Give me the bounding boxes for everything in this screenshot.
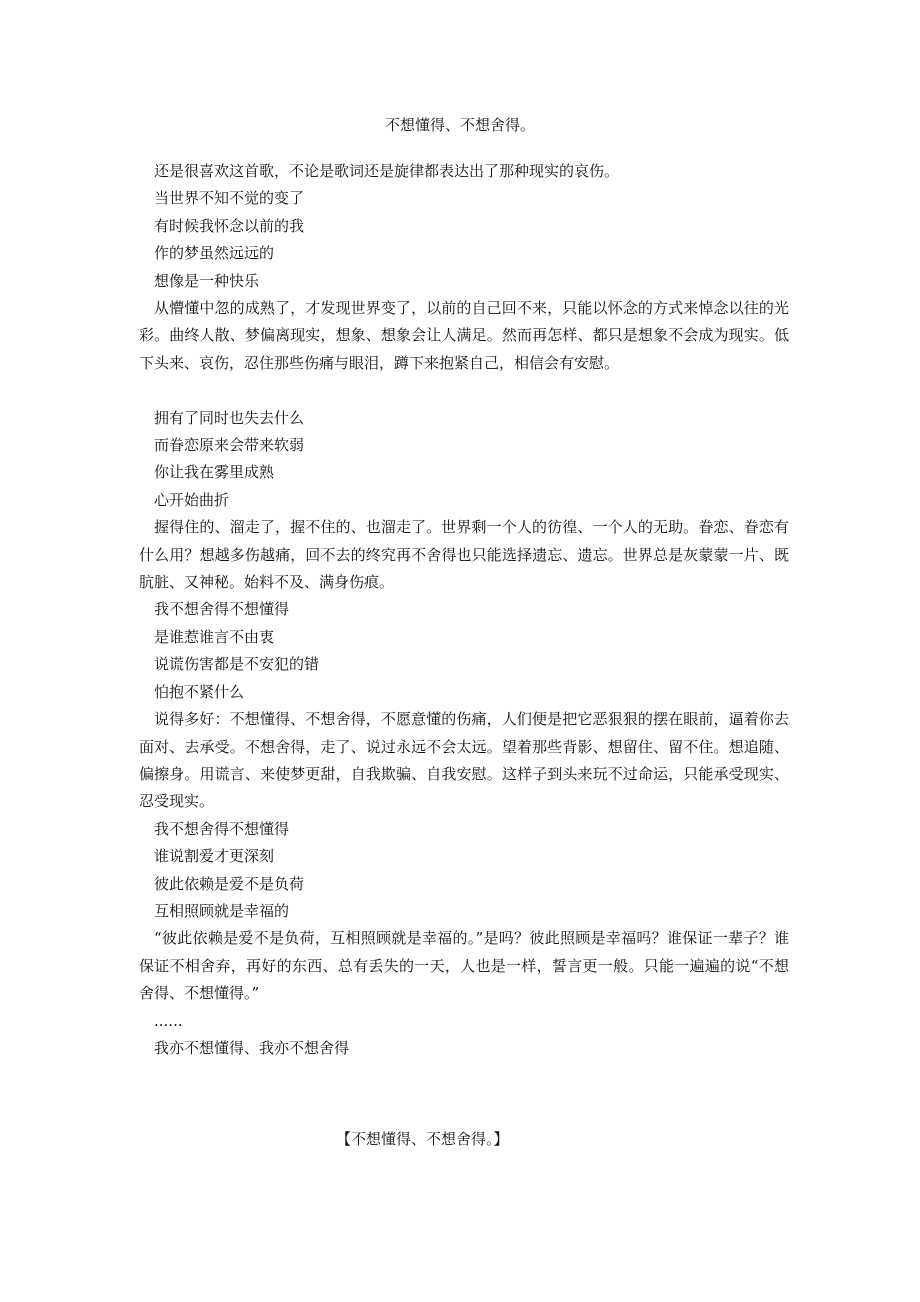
paragraph: 说得多好：不想懂得、不想舍得，不愿意懂的伤痛，人们便是把它恶狠狠的摆在眼前，逼着你去面对、去承受。不想舍得，走了、说过永远不会太远。望着那些背影、想留住、留不住。想追随、偏擦身。用谎言、来使梦更甜，自我欺骗、自我安慰。这样子到头来玩不过命运，只能承受现实、忍受现实。 — [139, 710, 789, 811]
lyric-line: 而眷恋原来会带来软弱 — [154, 436, 305, 455]
blank-line — [139, 377, 789, 404]
lyric-line: 当世界不知不觉的变了 — [154, 189, 305, 208]
lyric-line: 作的梦虽然远远的 — [154, 244, 275, 263]
paragraph: 握得住的、溜走了，握不住的、也溜走了。世界剩一个人的彷徨、一个人的无助。眷恋、眷恋有什么用？想越多伤越痛，回不去的终究再不舍得也只能选择遗忘、遗忘。世界总是灰蒙蒙一片、既肮脏、又神秘。始料不及、满身伤痕。 — [139, 518, 789, 592]
lyric-line: 怕抱不紧什么 — [154, 682, 245, 701]
lyric-line: 谁说割爱才更深刻 — [154, 847, 275, 866]
lyric-line: 我不想舍得不想懂得 — [154, 819, 290, 838]
document-title: 不想懂得、不想舍得。 — [384, 116, 535, 134]
lyric-line: 我亦不想懂得、我亦不想舍得 — [154, 1038, 350, 1057]
lyric-line: 我不想舍得不想懂得 — [154, 600, 290, 619]
lyric-line: 说谎伤害都是不安犯的错 — [154, 655, 320, 674]
paragraph: 从懵懂中忽的成熟了，才发现世界变了，以前的自己回不来，只能以怀念的方式来悼念以往的光彩。曲终人散、梦偏离现实，想象、想象会让人满足。然而再怎样、都只是想象不会成为现实。低下头来、哀伤，忍住那些伤痛与眼泪，蹲下来抱紧自己，相信会有安慰。 — [139, 299, 789, 372]
lyric-line: 心开始曲折 — [154, 490, 230, 509]
lyric-line: 有时候我怀念以前的我 — [154, 216, 305, 235]
lyric-line: 拥有了同时也失去什么 — [154, 408, 305, 427]
footer-title: 【不想懂得、不想舍得。】 — [336, 1130, 509, 1148]
paragraph: 还是很喜欢这首歌，不论是歌词还是旋律都表达出了那种现实的哀伤。 — [154, 162, 620, 180]
ellipsis-line: ...... — [154, 1011, 183, 1030]
lyric-line: 互相照顾就是幸福的 — [154, 901, 290, 920]
document-body — [139, 158, 789, 1062]
lyric-line: 是谁惹谁言不由衷 — [154, 627, 275, 646]
paragraph: “彼此依赖是爱不是负荷，互相照顾就是幸福的。”是吗？彼此照顾是幸福吗？谁保证一辈子？谁保证不相舍弃，再好的东西、总有丢失的一天，人也是一样，誓言更一般。只能一遍遍的说“不想舍得、不想懂得。” — [139, 929, 789, 1003]
lyric-line: 想像是一种快乐 — [154, 271, 260, 290]
lyric-line: 你让我在雾里成熟 — [154, 463, 275, 482]
lyric-line: 彼此依赖是爱不是负荷 — [154, 874, 305, 893]
